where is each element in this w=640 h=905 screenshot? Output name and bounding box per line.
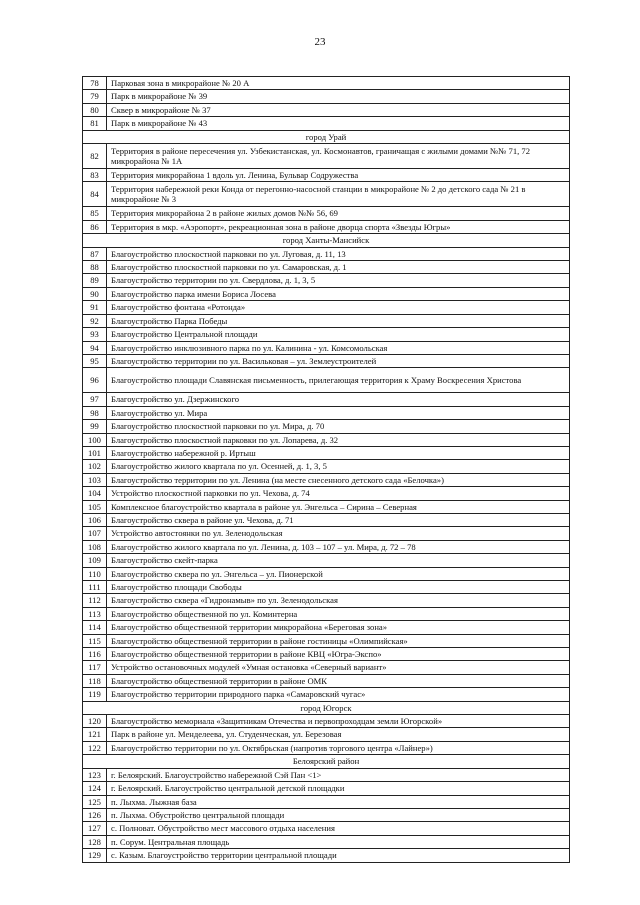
section-header-row [83,755,570,768]
section-title: город Урай [83,130,570,143]
row-number: 104 [83,487,107,500]
table-row [83,768,570,781]
row-description: Благоустройство парка имени Бориса Лосева [107,287,570,300]
row-description: п. Лыхма. Обустройство центральной площади [107,808,570,821]
row-number: 109 [83,554,107,567]
table-row [83,207,570,220]
row-number: 124 [83,782,107,795]
row-description: г. Белоярский. Благоустройство набережной Сэй Пан <1> [107,768,570,781]
row-description: Благоустройство площади Свободы [107,581,570,594]
row-number: 93 [83,328,107,341]
row-number: 106 [83,513,107,526]
row-description: Благоустройство сквера по ул. Энгельса – ул. Пионерской [107,567,570,580]
table-row [83,393,570,406]
table-row [83,648,570,661]
row-description: п. Лыхма. Лыжная база [107,795,570,808]
table-row [83,849,570,862]
table-row [83,835,570,848]
row-number: 88 [83,261,107,274]
row-description: Благоустройство общественной территории в районе ОМК [107,674,570,687]
row-number: 115 [83,634,107,647]
row-description: Благоустройство Парка Победы [107,314,570,327]
row-number: 94 [83,341,107,354]
row-description: Благоустройство мемориала «Защитникам Отечества и первопроходцам земли Югорской» [107,715,570,728]
row-number: 82 [83,144,107,169]
row-description: Парк в районе ул. Менделеева, ул. Студенческая, ул. Березовая [107,728,570,741]
table-row [83,822,570,835]
table-row [83,741,570,754]
row-number: 125 [83,795,107,808]
public-spaces-table [82,76,570,863]
table-row [83,581,570,594]
table-row [83,117,570,130]
row-number: 119 [83,688,107,701]
row-description: Благоустройство территории по ул. Васильковая – ул. Землеустроителей [107,354,570,367]
row-number: 87 [83,247,107,260]
row-description: г. Белоярский. Благоустройство центральной детской площадки [107,782,570,795]
row-number: 122 [83,741,107,754]
table-row [83,182,570,207]
row-number: 120 [83,715,107,728]
row-description: Благоустройство общественной территории в районе КВЦ «Югра-Экспо» [107,648,570,661]
table-row [83,688,570,701]
row-number: 110 [83,567,107,580]
table-row [83,103,570,116]
row-description: Благоустройство плоскостной парковки по ул. Мира, д. 70 [107,420,570,433]
row-number: 95 [83,354,107,367]
row-description: Территория микрорайона 2 в районе жилых домов №№ 56, 69 [107,207,570,220]
section-header-row [83,701,570,714]
row-description: Благоустройство территории по ул. Свердлова, д. 1, 3, 5 [107,274,570,287]
section-title: Белоярский район [83,755,570,768]
row-number: 129 [83,849,107,862]
row-description: Благоустройство набережной р. Иртыш [107,446,570,459]
row-number: 126 [83,808,107,821]
table-row [83,661,570,674]
row-description: Благоустройство территории по ул. Октябрьская (напротив торгового центра «Лайнер») [107,741,570,754]
table-row [83,301,570,314]
row-number: 121 [83,728,107,741]
table-row [83,500,570,513]
row-description: Парк в микрорайоне № 43 [107,117,570,130]
row-number: 92 [83,314,107,327]
row-number: 81 [83,117,107,130]
table-row [83,247,570,260]
table-row [83,261,570,274]
row-description: Благоустройство территории по ул. Ленина (на месте снесенного детского сада «Белочка») [107,473,570,486]
row-number: 79 [83,90,107,103]
table-row [83,314,570,327]
table-row [83,287,570,300]
row-description: Территория микрорайона 1 вдоль ул. Ленина, Бульвар Содружества [107,169,570,182]
row-number: 83 [83,169,107,182]
row-description: Благоустройство общественной территории в районе гостиницы «Олимпийская» [107,634,570,647]
table-row [83,527,570,540]
section-title: город Ханты-Мансийск [83,234,570,247]
row-description: Благоустройство плоскостной парковки по ул. Лопарева, д. 32 [107,433,570,446]
row-number: 123 [83,768,107,781]
row-description: Территория в районе пересечения ул. Узбекистанская, ул. Космонавтов, граничащая с жилыми домами №№ 71, 72 микрорайона № 1А [107,144,570,169]
row-description: с. Полноват. Обустройство мест массового отдыха населения [107,822,570,835]
row-description: Благоустройство сквера «Гидронамыв» по ул. Зеленодольская [107,594,570,607]
row-number: 107 [83,527,107,540]
table-row [83,368,570,393]
table-row [83,513,570,526]
page-number: 23 [314,36,326,48]
table-row [83,77,570,90]
table-row [83,715,570,728]
table-row [83,728,570,741]
row-number: 86 [83,220,107,233]
row-number: 98 [83,406,107,419]
row-description: Благоустройство Центральной площади [107,328,570,341]
row-number: 85 [83,207,107,220]
row-number: 127 [83,822,107,835]
row-description: Благоустройство жилого квартала по ул. Ленина, д. 103 – 107 – ул. Мира, д. 72 – 78 [107,540,570,553]
row-number: 128 [83,835,107,848]
row-number: 116 [83,648,107,661]
table-row [83,674,570,687]
row-number: 84 [83,182,107,207]
table-row [83,341,570,354]
table-row [83,808,570,821]
row-number: 91 [83,301,107,314]
row-number: 96 [83,368,107,393]
row-number: 108 [83,540,107,553]
row-description: п. Сорум. Центральная площадь [107,835,570,848]
row-description: Благоустройство общественной территории микрорайона «Береговая зона» [107,621,570,634]
row-number: 101 [83,446,107,459]
table-row [83,274,570,287]
row-number: 111 [83,581,107,594]
table-row [83,487,570,500]
row-description: Парк в микрорайоне № 39 [107,90,570,103]
row-description: Благоустройство ул. Дзержинского [107,393,570,406]
table-row [83,473,570,486]
row-description: Устройство плоскостной парковки по ул. Чехова, д. 74 [107,487,570,500]
row-description: Устройство остановочных модулей «Умная остановка «Северный вариант» [107,661,570,674]
row-number: 90 [83,287,107,300]
row-description: Благоустройство территории природного парка «Самаровский чугас» [107,688,570,701]
row-description: Территория набережной реки Конда от перегонно-насосной станции в микрорайоне № 2 до детского сада № 21 в микрорайоне № 3 [107,182,570,207]
row-description: Благоустройство площади Славянская письменность, прилегающая территория к Храму Воскресения Христова [107,368,570,393]
row-description: Парковая зона в микрорайоне № 20 А [107,77,570,90]
row-number: 117 [83,661,107,674]
row-description: с. Казым. Благоустройство территории центральной площади [107,849,570,862]
table-row [83,169,570,182]
table-row [83,354,570,367]
section-header-row [83,130,570,143]
table-row [83,328,570,341]
row-number: 103 [83,473,107,486]
section-title: город Югорск [83,701,570,714]
table-row [83,420,570,433]
row-number: 97 [83,393,107,406]
row-description: Благоустройство скейт-парка [107,554,570,567]
row-number: 102 [83,460,107,473]
row-number: 113 [83,607,107,620]
row-description: Благоустройство инклюзивного парка по ул. Калинина - ул. Комсомольская [107,341,570,354]
table-row [83,621,570,634]
row-number: 105 [83,500,107,513]
table-row [83,567,570,580]
table-row [83,460,570,473]
row-number: 78 [83,77,107,90]
row-description: Благоустройство плоскостной парковки по ул. Самаровская, д. 1 [107,261,570,274]
table-row [83,406,570,419]
table-row [83,220,570,233]
row-description: Территория в мкр. «Аэропорт», рекреационная зона в районе дворца спорта «Звезды Югры» [107,220,570,233]
table-row [83,607,570,620]
section-header-row [83,234,570,247]
row-number: 118 [83,674,107,687]
table-row [83,795,570,808]
row-number: 112 [83,594,107,607]
row-description: Благоустройство сквера в районе ул. Чехова, д. 71 [107,513,570,526]
table-row [83,433,570,446]
row-description: Комплексное благоустройство квартала в районе ул. Энгельса – Сирина – Северная [107,500,570,513]
row-description: Благоустройство жилого квартала по ул. Осенней, д. 1, 3, 5 [107,460,570,473]
row-description: Устройство автостоянки по ул. Зеленодольская [107,527,570,540]
table-row [83,540,570,553]
table-row [83,90,570,103]
row-number: 80 [83,103,107,116]
row-description: Благоустройство ул. Мира [107,406,570,419]
row-number: 100 [83,433,107,446]
table-row [83,594,570,607]
table-row [83,554,570,567]
table-row [83,144,570,169]
row-description: Благоустройство общественной по ул. Коминтерна [107,607,570,620]
row-description: Сквер в микрорайоне № 37 [107,103,570,116]
table-row [83,446,570,459]
row-number: 89 [83,274,107,287]
row-description: Благоустройство фонтана «Ротонда» [107,301,570,314]
row-number: 114 [83,621,107,634]
row-description: Благоустройство плоскостной парковки по ул. Луговая, д. 11, 13 [107,247,570,260]
row-number: 99 [83,420,107,433]
table-row [83,634,570,647]
table-row [83,782,570,795]
